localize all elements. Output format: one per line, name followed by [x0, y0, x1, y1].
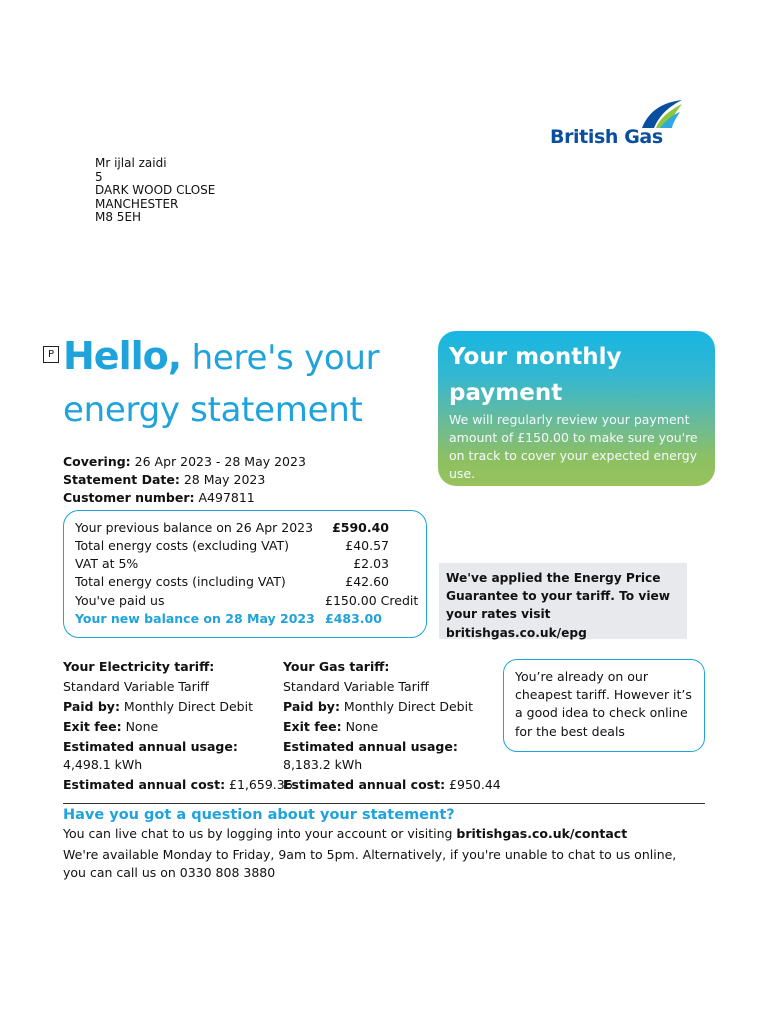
new-balance-row — [75, 611, 417, 626]
live-chat-line — [63, 826, 627, 841]
covering-label: Covering: — [63, 454, 131, 469]
new-balance-label: Your new balance on 28 May 2023 — [75, 611, 315, 626]
covering-value: 26 Apr 2023 - 28 May 2023 — [130, 454, 306, 469]
availability-paragraph: We're available Monday to Friday, 9am to 5pm. Alternatively, if you're unable to chat to us online, you can call us on 0330 808 3880 — [63, 847, 677, 880]
balance-row — [75, 574, 417, 589]
price-guarantee-text: We've applied the Energy Price Guarantee to your tariff. To view your rates visit britishgas.co.uk/epg — [446, 571, 671, 640]
page-title-line2: energy statement — [63, 390, 363, 430]
balance-label: Total energy costs (including VAT) — [75, 574, 286, 589]
monthly-payment-card — [438, 331, 715, 486]
exit-fee-value: None — [121, 719, 159, 734]
balance-value: £40.57 — [345, 538, 389, 553]
divider — [63, 803, 705, 804]
statement-meta — [63, 453, 306, 508]
balance-label: Your previous balance on 26 Apr 2023 — [75, 520, 314, 535]
cheapest-tariff-text: You’re already on our cheapest tariff. However it’s a good idea to check online for the best deals — [515, 669, 692, 739]
address-line: Mr ijlal zaidi — [95, 156, 167, 170]
electricity-tariff-title: Your Electricity tariff: — [63, 659, 215, 674]
balance-label: You've paid us — [75, 593, 165, 608]
new-balance-value: £483.00 — [325, 611, 382, 626]
paid-by-value: Monthly Direct Debit — [339, 699, 473, 714]
customer-number-row — [63, 489, 306, 507]
monthly-payment-body: We will regularly review your payment amount of £150.00 to make sure you're on track to cover your expected energy use. — [449, 412, 698, 481]
annual-usage-label: Estimated annual usage: — [283, 739, 458, 754]
paid-by-value: Monthly Direct Debit — [119, 699, 253, 714]
title-rest: here's your — [181, 338, 380, 378]
question-title: Have you got a question about your statement? — [63, 807, 455, 823]
annual-usage-label: Estimated annual usage: — [63, 739, 238, 754]
monthly-payment-title: Your monthly payment — [449, 344, 622, 406]
address-line: MANCHESTER — [95, 196, 179, 211]
balance-value: £2.03 — [353, 556, 389, 571]
statement-date-row — [63, 471, 306, 489]
paid-by-label: Paid by: — [283, 699, 340, 714]
balance-row — [75, 593, 417, 608]
british-gas-logo — [548, 98, 688, 154]
gas-tariff-title: Your Gas tariff: — [283, 659, 390, 674]
annual-cost-value: £1,659.36 — [225, 777, 293, 792]
address-line: DARK WOOD CLOSE — [95, 183, 216, 198]
exit-fee-value: None — [341, 719, 379, 734]
page-title — [63, 334, 379, 378]
balance-value: £150.00 Credit — [325, 593, 419, 608]
annual-usage-value: 8,183.2 kWh — [283, 757, 363, 772]
balance-row — [75, 538, 417, 553]
postage-marker: P — [43, 346, 59, 363]
hello-word: Hello, — [63, 334, 182, 378]
balance-summary — [63, 510, 427, 638]
balance-row — [75, 520, 417, 535]
electricity-tariff — [63, 657, 293, 795]
paid-by-label: Paid by: — [63, 699, 120, 714]
statement-date-label: Statement Date: — [63, 472, 180, 488]
exit-fee-label: Exit fee: — [63, 719, 122, 734]
live-chat-text: You can live chat to us by logging into your account or visiting — [63, 826, 457, 841]
annual-cost-label: Estimated annual cost: — [63, 777, 226, 792]
price-guarantee-notice — [439, 563, 687, 639]
covering-row — [63, 453, 306, 471]
logo-text: British Gas — [550, 126, 663, 148]
statement-date-value: 28 May 2023 — [179, 472, 266, 488]
balance-row — [75, 556, 417, 571]
address-line: M8 5EH — [95, 210, 142, 225]
exit-fee-label: Exit fee: — [283, 719, 342, 734]
balance-value: £590.40 — [332, 520, 389, 535]
annual-cost-label: Estimated annual cost: — [283, 777, 446, 792]
address-line: 5 — [95, 169, 103, 184]
recipient-address — [95, 157, 215, 225]
gas-tariff-name: Standard Variable Tariff — [283, 679, 429, 694]
contact-link[interactable]: britishgas.co.uk/contact — [456, 826, 628, 841]
annual-cost-value: £950.44 — [445, 777, 501, 792]
electricity-tariff-name: Standard Variable Tariff — [63, 679, 209, 694]
annual-usage-value: 4,498.1 kWh — [63, 757, 143, 772]
balance-label: Total energy costs (excluding VAT) — [75, 538, 289, 553]
customer-number-label: Customer number: — [63, 490, 195, 506]
cheapest-tariff-notice — [503, 659, 705, 752]
balance-value: £42.60 — [345, 574, 389, 589]
customer-number-value: A497811 — [194, 490, 255, 506]
balance-label: VAT at 5% — [75, 556, 139, 571]
gas-tariff — [283, 657, 501, 795]
